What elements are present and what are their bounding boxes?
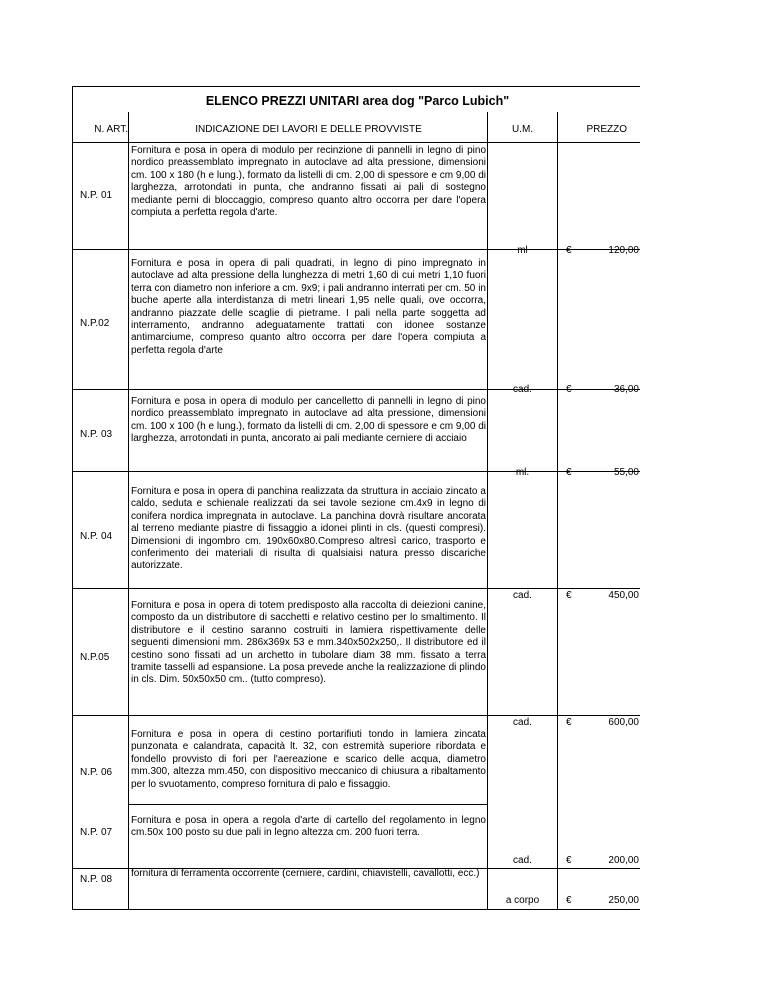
col-divider-desc (487, 112, 488, 910)
item-price-np07: 200,00 (608, 855, 639, 866)
row-divider-4 (72, 588, 640, 589)
table-top-border (72, 86, 640, 87)
item-um-np08: a corpo (505, 895, 540, 906)
item-description-np07: Fornitura e posa in opera a regola d'arte di cartello del regolamento in legno cm.50x 100 posto su due pali in legno altezza cm. 200 fuori terra. (131, 815, 486, 839)
item-price-np01: 120,00 (608, 245, 639, 256)
item-um-np07: cad. (513, 855, 532, 866)
item-code-np05: N.P.05 (80, 652, 110, 663)
item-code-np01: N.P. 01 (80, 190, 113, 201)
item-um-np05: cad. (513, 717, 532, 728)
item-description-np06: Fornitura e posa in opera di cestino portarifiuti tondo in lamiera zincata punzonata e calandrata, capacità lt. 32, con estremità superiore ribordata e fondello provvisto di fori per l'aereazione e scarico delle acqua, diametro mm.300, altezza mm.450, con dispositivo meccanico di chiusura a ribaltamento per lo svuotamento, compreso fornitura di palo e fissaggio. (131, 729, 486, 790)
currency-symbol: € (566, 245, 572, 256)
item-description-np04: Fornitura e posa in opera di panchina realizzata da struttura in acciaio zincato a caldo, seduta e schienale realizzati da sei tavole sezione cm.4x9 in legno di conifera nordica impregnata in autoclave. La panchina dovrà risultare ancorata al terreno mediante piastre di fissaggio a idonei plinti in cls. (questi compresi). Dimensioni di ingombro cm. 190x60x80.Compreso altresì carico, trasporto e conferimento dei materiali di risulta di qualsiaisi natura presso discariche autorizzate. (131, 486, 486, 572)
item-price-np05: 600,00 (608, 717, 639, 728)
page-title: ELENCO PREZZI UNITARI area dog "Parco Lubich" (205, 94, 510, 108)
item-code-np03: N.P. 03 (80, 429, 113, 440)
header-description: INDICAZIONE DEI LAVORI E DELLE PROVVISTE (195, 124, 422, 135)
item-description-np05: Fornitura e posa in opera di totem predisposto alla raccolta di deiezioni canine, composto da un distributore di sacchetti e relativo cestino per lo smaltimento. Il distributore e il cestino saranno costruiti in lamiera rispettivamente delle seguenti dimensioni mm. 286x369x 53 e mm.340x502x250,. Il distributore ed il cestino sono fissati ad un archetto in tubolare diam 38 mm. fissato a terra tramite tasselli ad espansione. La posa prevede anche la realizzazione di plindo in cls. Dim. 50x50x50 cm.. (tutto compreso). (131, 600, 486, 686)
table-left-border (72, 86, 73, 910)
item-description-np03: Fornitura e posa in opera di modulo per cancelletto di pannelli in legno di pino nordico preassemblato impregnato in autoclave ad alta pressione, dimensioni cm. 100 x 100 (h e lung.), formato da listelli di cm. 2,00 di spessore e cm 9,00 di larghezza, arrotondati in punta, ancorato ai pali mediante cerniere di acciaio (131, 396, 486, 445)
currency-symbol: € (566, 467, 572, 478)
item-code-np06: N.P. 06 (80, 767, 113, 778)
item-price-np02: 36,00 (613, 384, 639, 395)
item-description-np02: Fornitura e posa in opera di pali quadrati, in legno di pino impregnato in autoclave ad alta pressione della lunghezza di metri 1,60 di cui metri 1,10 fuori terra con diametro non inferiore a cm. 9x9; i pali andranno interrati per cm. 50 in buche aperte alla interdistanza di metri lineari 1,95 nelle quali, ove occorra, andranno piazzate delle scaglie di pietrame. I pali nella parte soggetta ad interramento, andranno adeguatamente trattati con idonee sostanze antimarciume, compreso quanto altro occorra per dare l'opera compiuta a perfetta regola d'arte (131, 258, 486, 356)
currency-symbol: € (566, 717, 572, 728)
item-code-np02: N.P.02 (80, 318, 110, 329)
item-um-np04: cad. (513, 590, 532, 601)
currency-symbol: € (566, 590, 572, 601)
header-um: U.M. (511, 124, 534, 135)
header-n-art: N. ART. (94, 124, 128, 135)
col-divider-art (128, 112, 129, 910)
item-price-np03: 55,00 (613, 467, 639, 478)
row-divider-6 (128, 804, 487, 805)
col-divider-um (557, 112, 558, 910)
item-price-np04: 450,00 (608, 590, 639, 601)
currency-symbol: € (566, 895, 572, 906)
header-row-bottom-border (72, 142, 640, 143)
header-price: PREZZO (586, 124, 627, 135)
item-description-np01: Fornitura e posa in opera di modulo per recinzione di pannelli in legno di pino nordico preassemblato impregnato in autoclave ad alta pressione, dimensioni cm. 100 x 180 (h e lung.), formato da listelli di cm. 2,00 di spessore e cm 9,00 di larghezza, arrotondati in punta, che andranno fissati ai pali di sostegno mediante perni di bloccaggio, compreso quanto altro occorra per dare l'opera compiuta a perfetta regola d'arte. (131, 145, 486, 219)
item-code-np08: N.P. 08 (80, 874, 113, 885)
item-um-np03: ml. (515, 467, 530, 478)
currency-symbol: € (566, 855, 572, 866)
item-um-np02: cad. (513, 384, 532, 395)
item-description-np08: fornitura di ferramenta occorrente (cerniere, cardini, chiavistelli, cavallotti, ecc.) (131, 868, 480, 879)
item-code-np07: N.P. 07 (80, 827, 113, 838)
currency-symbol: € (566, 384, 572, 395)
item-price-np08: 250,00 (608, 895, 639, 906)
row-divider-8 (72, 909, 640, 910)
item-um-np01: ml (517, 245, 528, 256)
row-divider-5 (72, 715, 640, 716)
item-code-np04: N.P. 04 (80, 531, 113, 542)
